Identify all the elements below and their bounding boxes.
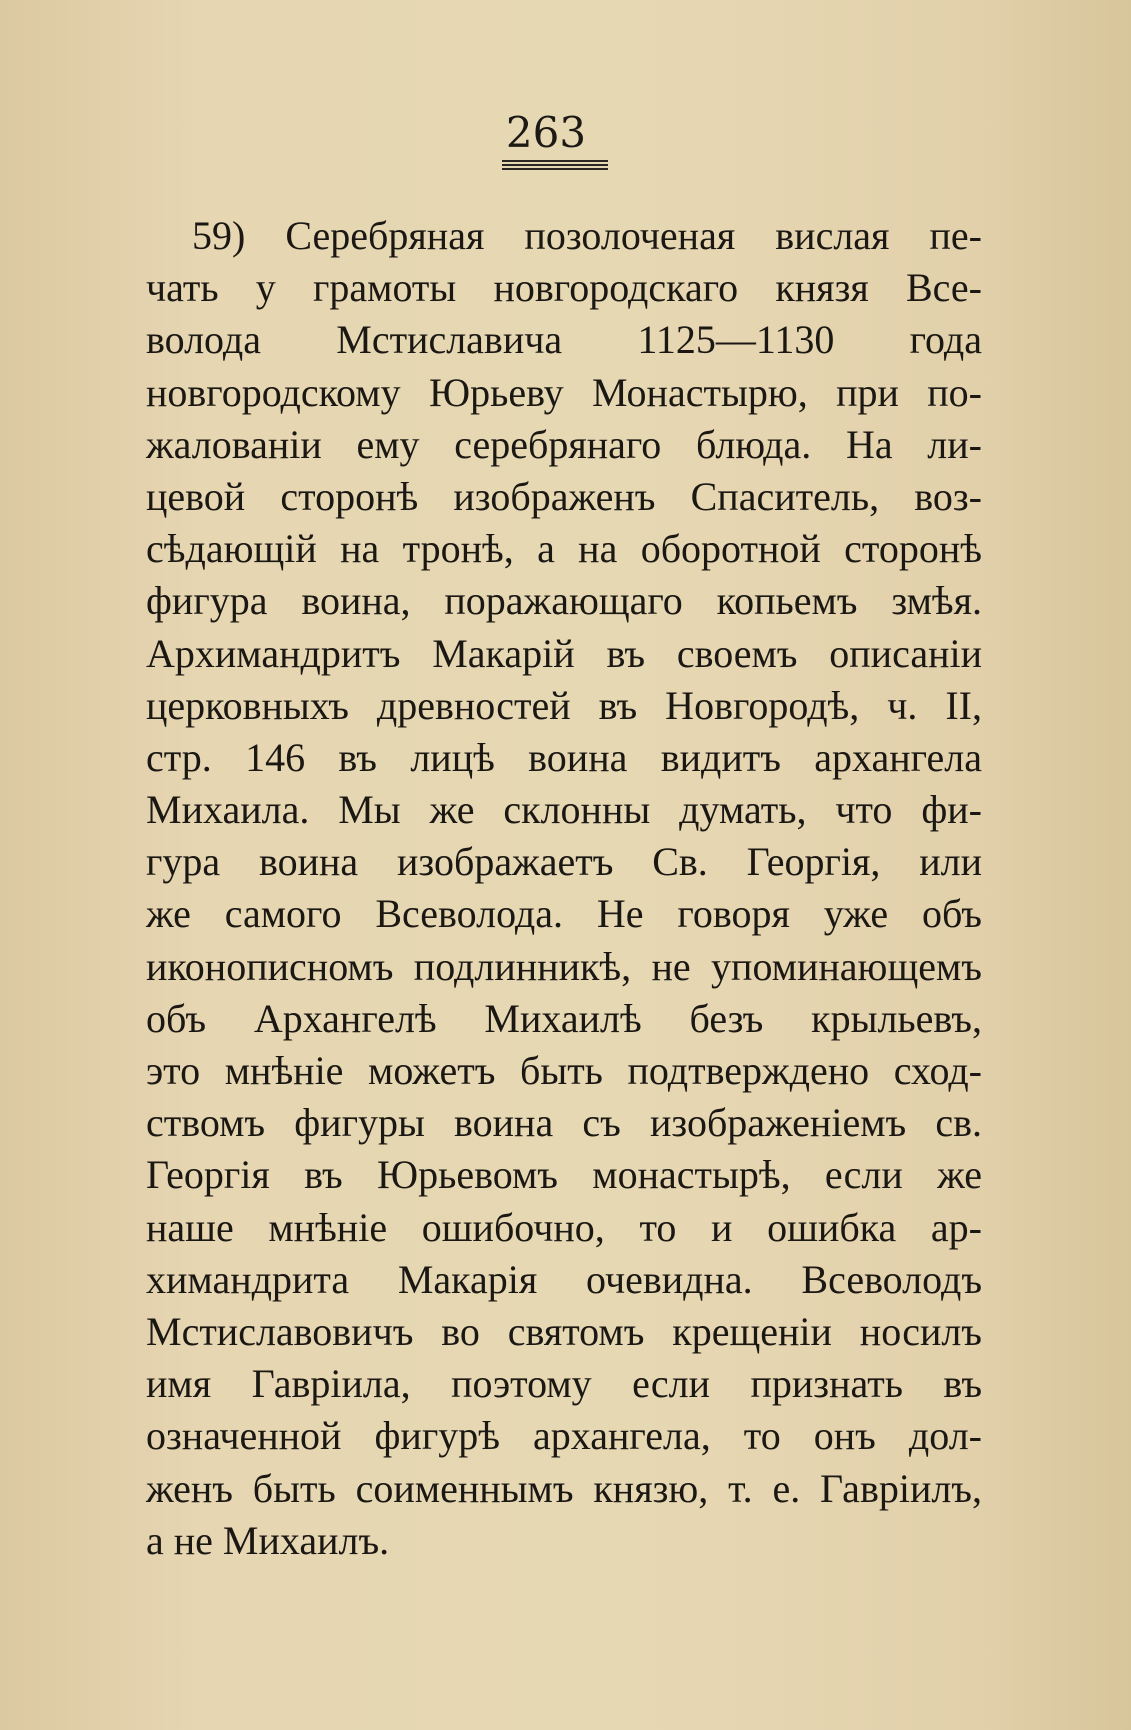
text-line: сѣдающій на тронѣ, а на оборотной сторонѣ [146,526,982,572]
text-line: гура воина изображаетъ Св. Георгія, или [146,839,982,885]
text-line: волода Мстиславича 1125—1130 года [146,317,982,363]
text-line: стр. 146 въ лицѣ воина видитъ архангела [146,734,982,780]
page-number: 263 [505,108,587,157]
text-line: ствомъ фигуры воина съ изображеніемъ св. [146,1100,982,1146]
text-line: имя Гавріила, поэтому если признать въ [146,1361,982,1407]
text-line: химандрита Макарія очевидна. Всеволодъ [146,1256,982,1302]
body-text [146,210,982,1567]
text-line: чать у грамоты новгородскаго князя Все- [146,265,982,311]
text-line: а не Михаилъ. [146,1517,390,1563]
text-line: новгородскому Юрьеву Монастырю, при по- [146,369,982,415]
text-line: Георгія въ Юрьевомъ монастырѣ, если же [146,1152,982,1198]
text-line: означенной фигурѣ архангела, то онъ дол- [146,1413,982,1459]
text-line: Михаила. Мы же склонны думать, что фи- [146,787,982,833]
text-line: фигура воина, поражающаго копьемъ змѣя. [146,578,982,624]
page-number-rule-middle [502,164,608,166]
text-line: иконописномъ подлинникѣ, не упоминающемъ [146,943,982,989]
text-line: Архимандритъ Макарій въ своемъ описаніи [146,630,982,676]
text-line: церковныхъ древностей въ Новгородѣ, ч. II, [146,682,982,728]
text-line: это мнѣніе можетъ быть подтверждено сход- [146,1048,982,1093]
text-line: наше мнѣніе ошибочно, то и ошибка ар- [146,1204,982,1250]
text-line: женъ быть соименнымъ князю, т. е. Гавріилъ, [146,1465,982,1511]
text-line: же самого Всеволода. Не говоря уже объ [146,891,982,937]
text-line: цевой сторонѣ изображенъ Спаситель, воз- [146,473,982,519]
text-line: 59) Серебряная позолоченая вислая пе- [192,213,982,258]
text-line: жалованіи ему серебрянаго блюда. На ли- [146,421,982,467]
text-line: Мстиславовичъ во святомъ крещеніи носилъ [146,1308,982,1354]
text-line: объ Архангелѣ Михаилѣ безъ крыльевъ, [146,995,982,1041]
